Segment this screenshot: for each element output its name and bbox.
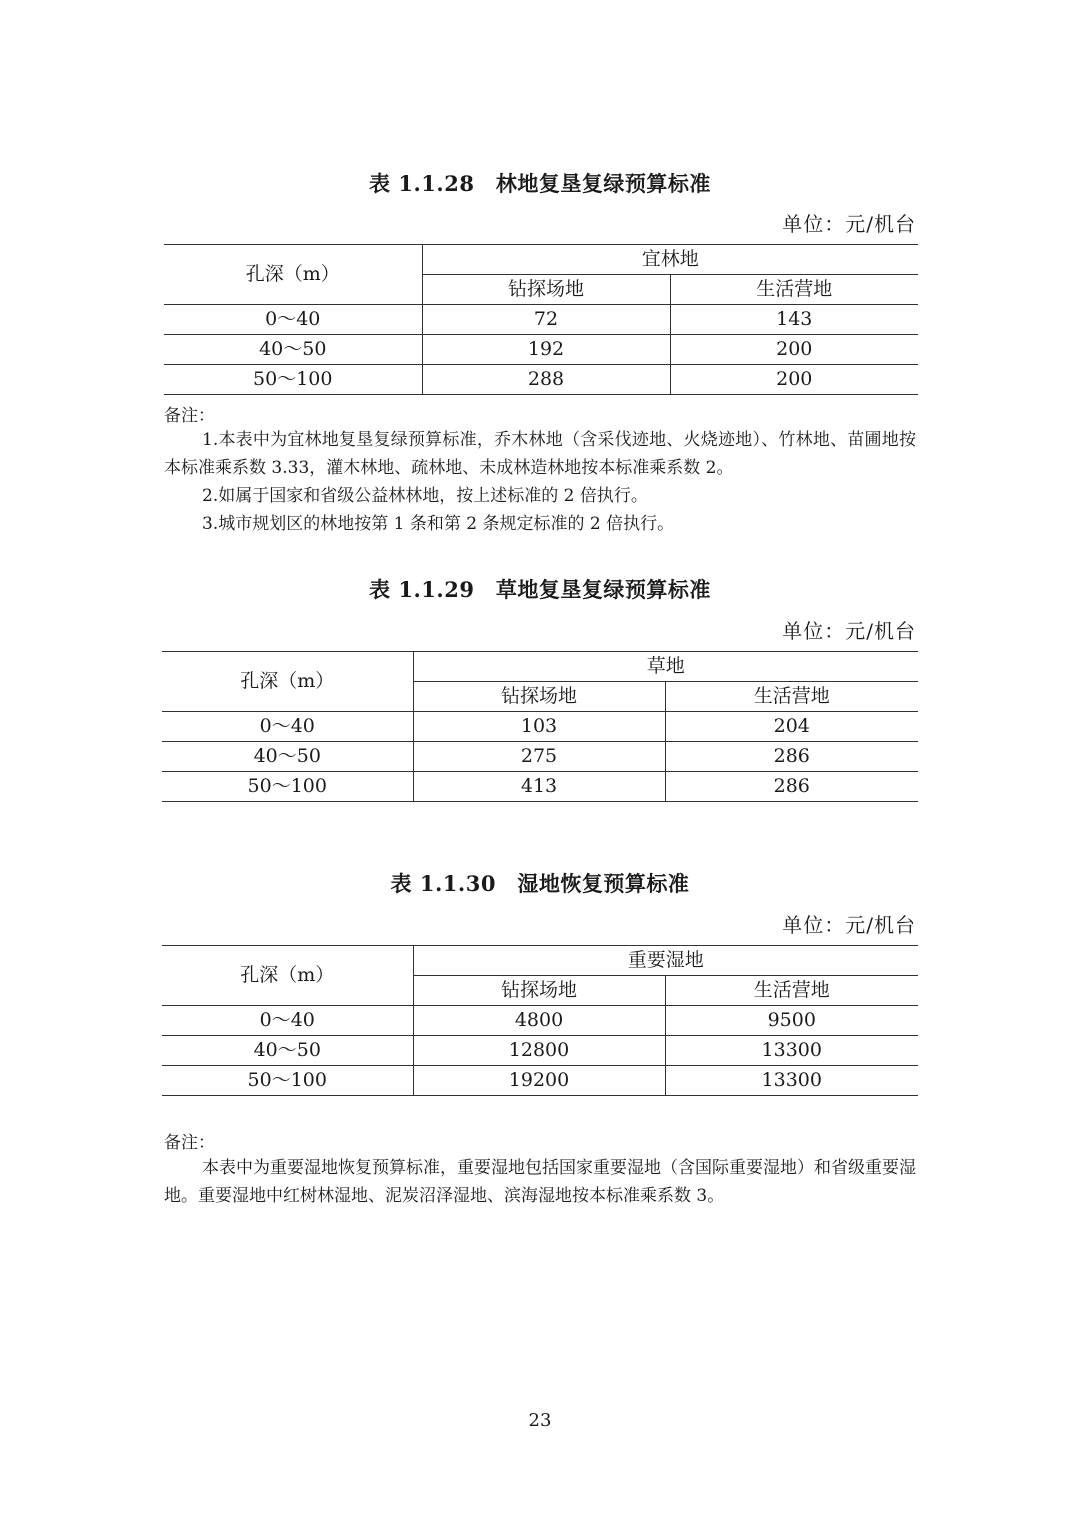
table-row bbox=[162, 1066, 918, 1096]
table-3-col-header-camp: 生活营地 bbox=[665, 976, 918, 1006]
page-number: 23 bbox=[528, 1410, 552, 1431]
table-1-note-2: 2.如属于国家和省级公益林林地，按上述标准的 2 倍执行。 bbox=[202, 486, 648, 506]
drill-site-cell: 19200 bbox=[413, 1066, 665, 1096]
table-2-row-header: 孔深（m） bbox=[162, 652, 413, 712]
camp-cell: 204 bbox=[665, 712, 918, 742]
table-3-row-header: 孔深（m） bbox=[162, 946, 413, 1006]
table-2-col-header-drill: 钻探场地 bbox=[413, 682, 665, 712]
table-3-note-1: 本表中为重要湿地恢复预算标准，重要湿地包括国家重要湿地（含国际重要湿地）和省级重要湿地。重要湿地中红树林湿地、泥炭沼泽湿地、滨海湿地按本标准乘系数 3。 bbox=[164, 1158, 916, 1206]
depth-cell: 50～100 bbox=[164, 365, 422, 395]
table-1-col-header-camp: 生活营地 bbox=[670, 275, 918, 305]
table-2-title: 表 1.1.29 草地复垦复绿预算标准 bbox=[369, 577, 711, 602]
camp-cell: 143 bbox=[670, 305, 918, 335]
camp-cell: 286 bbox=[665, 772, 918, 802]
depth-cell: 50～100 bbox=[162, 1066, 413, 1096]
table-3-group-header: 重要湿地 bbox=[413, 946, 918, 976]
camp-cell: 200 bbox=[670, 335, 918, 365]
depth-cell: 40～50 bbox=[162, 742, 413, 772]
table-1 bbox=[164, 244, 918, 395]
camp-cell: 13300 bbox=[665, 1036, 918, 1066]
depth-cell: 0～40 bbox=[162, 1006, 413, 1036]
depth-cell: 40～50 bbox=[164, 335, 422, 365]
table-row bbox=[162, 1006, 918, 1036]
drill-site-cell: 72 bbox=[422, 305, 670, 335]
table-2-unit: 单位：元/机台 bbox=[782, 619, 916, 643]
camp-cell: 286 bbox=[665, 742, 918, 772]
table-3-unit: 单位：元/机台 bbox=[782, 913, 916, 937]
camp-cell: 13300 bbox=[665, 1066, 918, 1096]
depth-cell: 40～50 bbox=[162, 1036, 413, 1066]
table-1-note-1: 1.本表中为宜林地复垦复绿预算标准，乔木林地（含采伐迹地、火烧迹地）、竹林地、苗圃地按本标准乘系数 3.33，灌木林地、疏林地、未成林造林地按本标准乘系数 2。 bbox=[164, 430, 916, 478]
table-3-notes-label: 备注： bbox=[164, 1133, 215, 1153]
drill-site-cell: 12800 bbox=[413, 1036, 665, 1066]
drill-site-cell: 103 bbox=[413, 712, 665, 742]
camp-cell: 200 bbox=[670, 365, 918, 395]
drill-site-cell: 192 bbox=[422, 335, 670, 365]
drill-site-cell: 4800 bbox=[413, 1006, 665, 1036]
table-2 bbox=[162, 651, 918, 802]
table-3-title: 表 1.1.30 湿地恢复预算标准 bbox=[390, 871, 690, 896]
table-2-group-header: 草地 bbox=[413, 652, 918, 682]
table-row bbox=[164, 305, 918, 335]
depth-cell: 50～100 bbox=[162, 772, 413, 802]
table-1-col-header-drill: 钻探场地 bbox=[422, 275, 670, 305]
table-row bbox=[162, 742, 918, 772]
table-row bbox=[162, 712, 918, 742]
table-row bbox=[162, 1036, 918, 1066]
table-row bbox=[164, 365, 918, 395]
table-1-row-header: 孔深（m） bbox=[164, 245, 422, 305]
table-2-col-header-camp: 生活营地 bbox=[665, 682, 918, 712]
table-1-title: 表 1.1.28 林地复垦复绿预算标准 bbox=[369, 171, 711, 196]
drill-site-cell: 288 bbox=[422, 365, 670, 395]
depth-cell: 0～40 bbox=[164, 305, 422, 335]
table-1-group-header: 宜林地 bbox=[422, 245, 918, 275]
table-row bbox=[162, 772, 918, 802]
table-1-notes-label: 备注： bbox=[164, 406, 215, 426]
depth-cell: 0～40 bbox=[162, 712, 413, 742]
camp-cell: 9500 bbox=[665, 1006, 918, 1036]
table-1-note-3: 3.城市规划区的林地按第 1 条和第 2 条规定标准的 2 倍执行。 bbox=[202, 514, 675, 534]
table-row bbox=[164, 335, 918, 365]
table-3-col-header-drill: 钻探场地 bbox=[413, 976, 665, 1006]
drill-site-cell: 413 bbox=[413, 772, 665, 802]
table-1-unit: 单位：元/机台 bbox=[782, 212, 916, 236]
table-3 bbox=[162, 945, 918, 1096]
drill-site-cell: 275 bbox=[413, 742, 665, 772]
